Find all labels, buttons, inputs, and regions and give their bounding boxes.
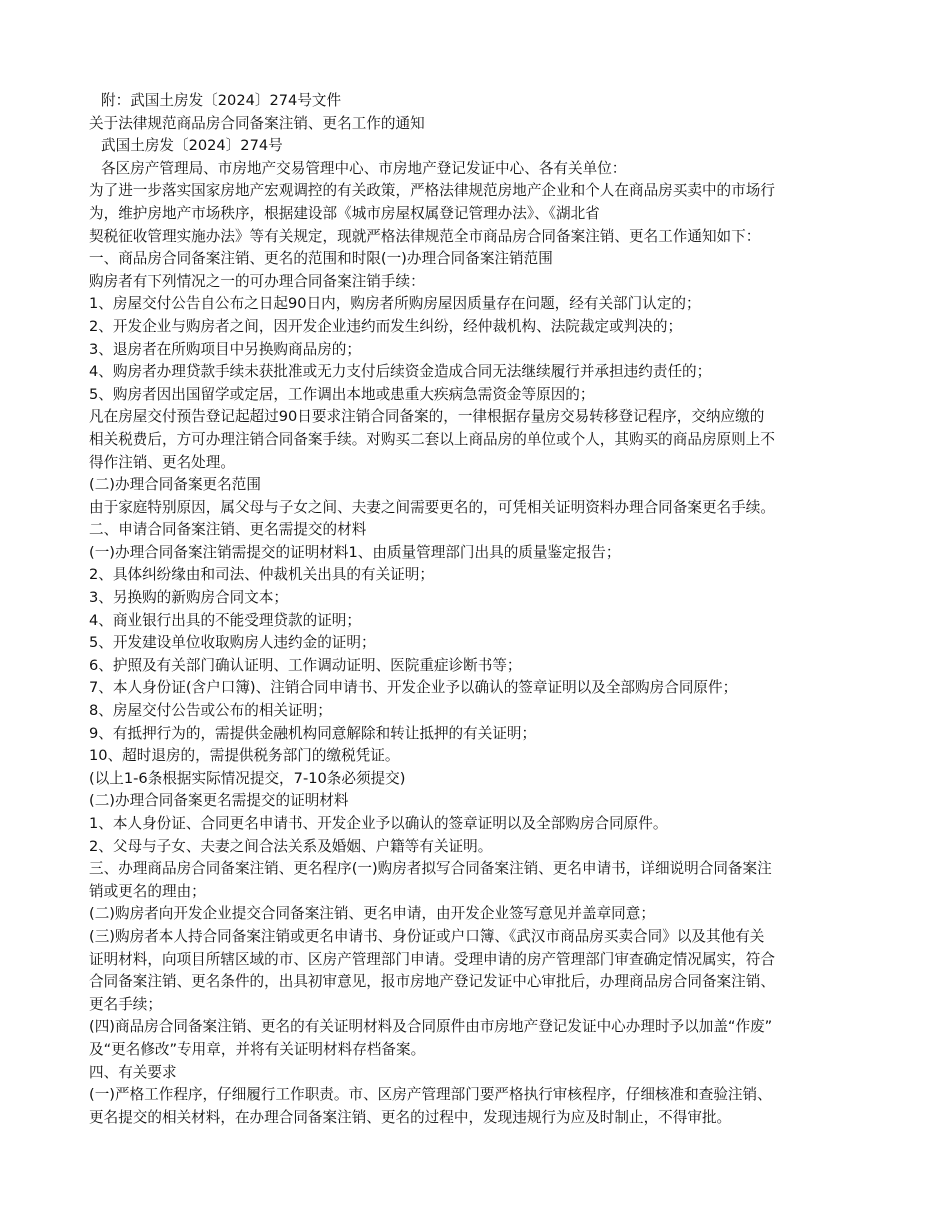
- paragraph-line: 得作注销、更名处理。: [89, 453, 235, 471]
- section-4-heading: 四、有关要求: [89, 1063, 177, 1081]
- list-item: 3、退房者在所购项目中另换购商品房的；: [89, 340, 361, 358]
- intro-line: 为，维护房地产市场秩序，根据建设部《城市房屋权属登记管理办法》、《湖北省: [89, 204, 600, 222]
- subsection-heading: (二)办理合同备案更名范围: [89, 476, 261, 494]
- paragraph-line: (一)严格工作程序，仔细履行工作职责。市、区房产管理部门要严格执行审核程序，仔细核准和查验注销、: [89, 1086, 772, 1104]
- note-line: (以上1-6条根据实际情况提交，7-10条必须提交): [89, 769, 406, 787]
- subsection-heading: (二)办理合同备案更名需提交的证明材料: [89, 792, 349, 810]
- list-item: 6、护照及有关部门确认证明、工作调动证明、医院重症诊断书等；: [89, 656, 522, 674]
- section-2-heading: 二、申请合同备案注销、更名需提交的材料: [89, 521, 367, 539]
- section-1-heading: 一、商品房合同备案注销、更名的范围和时限(一)办理合同备案注销范围: [89, 250, 553, 268]
- paragraph-line: 合同备案注销、更名条件的，出具初审意见，报市房地产登记发证中心审批后，办理商品房合同备案注销、: [89, 973, 775, 991]
- list-item: 5、购房者因出国留学或定居，工作调出本地或患重大疾病急需资金等原因的；: [89, 385, 595, 403]
- list-item: 3、另换购的新购房合同文本；: [89, 589, 289, 607]
- document-title: 关于法律规范商品房合同备案注销、更名工作的通知: [89, 114, 425, 132]
- list-item: 2、具体纠纷缘由和司法、仲裁机关出具的有关证明；: [89, 566, 434, 584]
- document-body: [89, 90, 864, 1129]
- list-item: 8、房屋交付公告或公布的相关证明；: [89, 702, 332, 720]
- list-item: 4、商业银行出具的不能受理贷款的证明；: [89, 611, 361, 629]
- list-item: 1、本人身份证、合同更名申请书、开发企业予以确认的签章证明以及全部购房合同原件。: [89, 815, 668, 832]
- paragraph-line: 更名提交的相关材料，在办理合同备案注销、更名的过程中，发现违规行为应及时制止，不得审批。: [89, 1108, 732, 1126]
- list-item: 10、超时退房的，需提供税务部门的缴税凭证。: [89, 747, 400, 765]
- paragraph-line: 更名手续；: [89, 995, 162, 1013]
- paragraph-line: (四)商品房合同备案注销、更名的有关证明材料及合同原件由市房地产登记发证中心办理时予以加盖“作废”: [89, 1018, 773, 1036]
- list-item: 2、开发企业与购房者之间，因开发企业违约而发生纠纷，经仲裁机构、法院裁定或判决的；: [89, 317, 683, 335]
- intro-line: 为了进一步落实国家房地产宏观调控的有关政策，严格法律规范房地产企业和个人在商品房买卖中的市场行: [89, 182, 775, 200]
- attachment-line: 附：武国土房发〔2024〕274号文件: [101, 92, 342, 109]
- paragraph-line: 由于家庭特别原因，属父母与子女之间、夫妻之间需要更名的，可凭相关证明资料办理合同备案更名手续。: [89, 498, 775, 516]
- section-1-lead: 购房者有下列情况之一的可办理合同备案注销手续：: [89, 272, 425, 290]
- intro-line: 契税征收管理实施办法》等有关规定，现就严格法律规范全市商品房合同备案注销、更名工作通知如下：: [89, 227, 761, 245]
- paragraph-line: (三)购房者本人持合同备案注销或更名申请书、身份证或户口簿、《武汉市商品房买卖合同》以及其他有关: [89, 927, 765, 945]
- addressee: 各区房产管理局、市房地产交易管理中心、市房地产登记发证中心、各有关单位：: [101, 159, 627, 177]
- paragraph-line: 相关税费后，方可办理注销合同备案手续。对购买二套以上商品房的单位或个人，其购买的商品房原则上不: [89, 430, 775, 448]
- paragraph-line: (二)购房者向开发企业提交合同备案注销、更名申请，由开发企业签写意见并盖章同意；: [89, 905, 655, 923]
- section-3-heading: 三、办理商品房合同备案注销、更名程序(一)购房者拟写合同备案注销、更名申请书，详细说明合同备案注: [89, 860, 772, 878]
- list-item: 9、有抵押行为的，需提供金融机构同意解除和转让抵押的有关证明；: [89, 724, 537, 742]
- list-item: 5、开发建设单位收取购房人违约金的证明；: [89, 634, 376, 652]
- list-item: 4、购房者办理贷款手续未获批准或无力支付后续资金造成合同无法继续履行并承担违约责任的；: [89, 363, 712, 381]
- paragraph-line: 及“更名修改”专用章，并将有关证明材料存档备案。: [89, 1040, 426, 1058]
- document-number: 武国土房发〔2024〕274号: [101, 137, 283, 155]
- list-item: 7、本人身份证(含户口簿)、注销合同申请书、开发企业予以确认的签章证明以及全部购房合同原件；: [89, 679, 738, 697]
- list-item: 1、房屋交付公告自公布之日起90日内，购房者所购房屋因质量存在问题，经有关部门认定的；: [89, 295, 701, 313]
- list-item: 2、父母与子女、夫妻之间合法关系及婚姻、户籍等有关证明。: [89, 837, 493, 855]
- paragraph-line: 证明材料，向项目所辖区域的市、区房产管理部门申请。受理申请的房产管理部门审查确定情况属实，符合: [89, 950, 775, 968]
- paragraph-line: 凡在房屋交付预告登记起超过90日要求注销合同备案的，一律根据存量房交易转移登记程序，交纳应缴的: [89, 408, 765, 426]
- subsection-heading: (一)办理合同备案注销需提交的证明材料1、由质量管理部门出具的质量鉴定报告；: [89, 543, 621, 561]
- paragraph-line: 销或更名的理由；: [89, 882, 206, 900]
